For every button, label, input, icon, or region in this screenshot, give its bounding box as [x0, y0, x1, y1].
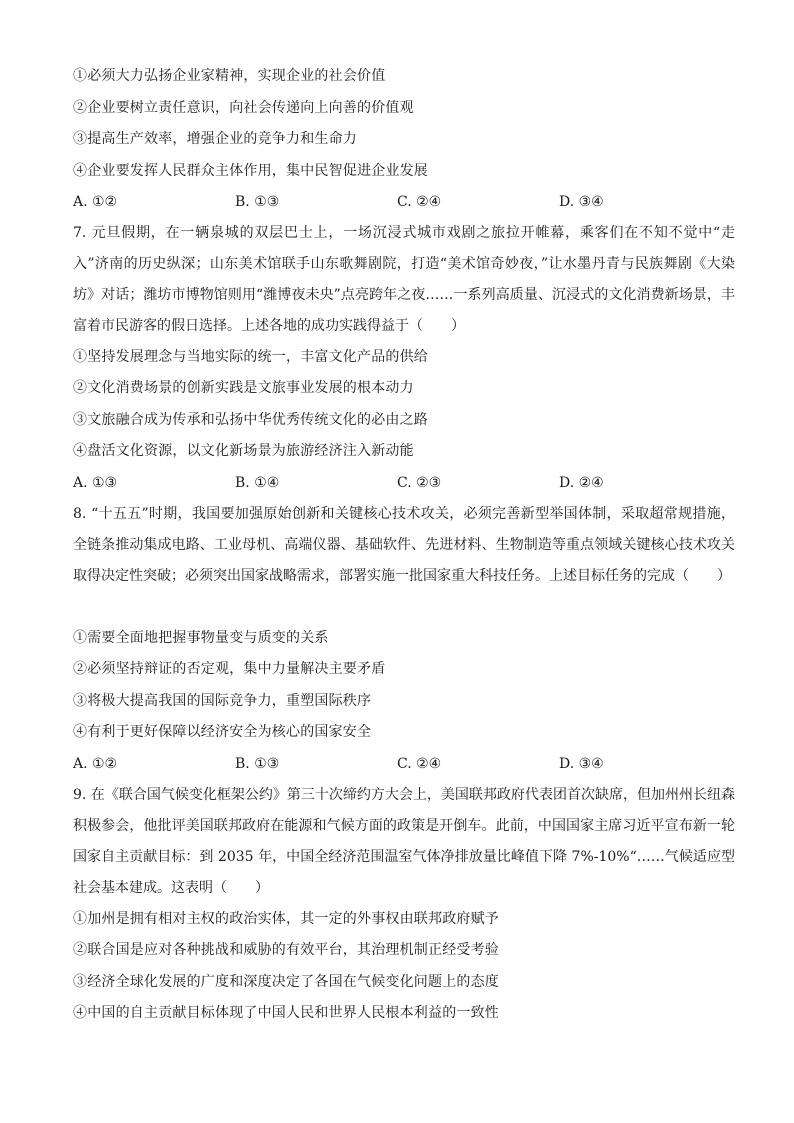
q6-item-3: ③提高生产效率，增强企业的竞争力和生命力	[73, 131, 357, 147]
q6-options	[73, 192, 733, 212]
q6-option-a[interactable]: A. ①②	[73, 194, 118, 210]
q8-option-a[interactable]: A. ①②	[73, 756, 118, 772]
q8-item-1: ①需要全面地把握事物量变与质变的关系	[73, 630, 329, 646]
q7-item-3: ③文旅融合成为传承和弘扬中华优秀传统文化的必由之路	[73, 412, 428, 428]
q7-option-b[interactable]: B. ①④	[235, 475, 280, 491]
q6-option-d[interactable]: D. ③④	[559, 194, 604, 210]
q8-item-2: ②必须坚持辩证的否定观，集中力量解决主要矛盾	[73, 661, 386, 677]
q9-item-2: ②联合国是应对各种挑战和威胁的有效平台，其治理机制正经受考验	[73, 942, 499, 958]
q8-item-3: ③将极大提高我国的国际竞争力，重塑国际秩序	[73, 693, 372, 709]
q6-item-4: ④企业要发挥人民群众主体作用，集中民智促进企业发展	[73, 163, 428, 179]
q7-item-2: ②文化消费场景的创新实践是文旅事业发展的根本动力	[73, 380, 414, 396]
q7-options	[73, 473, 733, 493]
q9-item-1: ①加州是拥有相对主权的政治实体，其一定的外事权由联邦政府赋予	[73, 911, 499, 927]
q6-item-1: ①必须大力弘扬企业家精神，实现企业的社会价值	[73, 68, 386, 84]
q6-option-c[interactable]: C. ②④	[397, 194, 442, 210]
q7-option-c[interactable]: C. ②③	[397, 475, 442, 491]
q7-item-1: ①坚持发展理念与当地实际的统一，丰富文化产品的供给	[73, 349, 428, 365]
q8-option-c[interactable]: C. ②④	[397, 756, 442, 772]
q8-item-4: ④有利于更好保障以经济安全为核心的国家安全	[73, 724, 372, 740]
q9-stem: 9. 在《联合国气候变化框架公约》第三十次缔约方大会上，美国联邦政府代表团首次缺席，但加州州长纽森积极参会，他批评美国联邦政府在能源和气候方面的政策是开倒车。此前，中国国家主席习近平宣布新一轮国家自主贡献目标：到 2035 年，中国全经济范围温室气体净排放量比峰值下降 7%-10%“……气候适应型社会基本建成。这表明（ ）	[73, 787, 735, 896]
q6-option-b[interactable]: B. ①③	[235, 194, 280, 210]
q6-item-2: ②企业要树立责任意识，向社会传递向上向善的价值观	[73, 100, 414, 116]
q9-item-4: ④中国的自主贡献目标体现了中国人民和世界人民根本利益的一致性	[73, 1005, 499, 1021]
q8-option-b[interactable]: B. ①③	[235, 756, 280, 772]
q7-item-4: ④盘活文化资源，以文化新场景为旅游经济注入新动能	[73, 443, 414, 459]
q7-option-d[interactable]: D. ②④	[559, 475, 604, 491]
q8-stem: 8. “十五五”时期，我国要加强原始创新和关键核心技术攻关，必须完善新型举国体制，采取超常规措施，全链条推动集成电路、工业母机、高端仪器、基础软件、先进材料、生物制造等重点领域关键核心技术攻关取得决定性突破；必须突出国家战略需求，部署实施一批国家重大科技任务。上述目标任务的完成（ ）	[73, 506, 735, 584]
q8-option-d[interactable]: D. ③④	[559, 756, 604, 772]
q9-item-3: ③经济全球化发展的广度和深度决定了各国在气候变化问题上的态度	[73, 974, 499, 990]
q7-option-a[interactable]: A. ①③	[73, 475, 118, 491]
q8-options	[73, 754, 733, 774]
q7-stem: 7. 元旦假期，在一辆泉城的双层巴士上，一场沉浸式城市戏剧之旅拉开帷幕，乘客们在不知不觉中“走入”济南的历史纵深；山东美术馆联手山东歌舞剧院，打造“美术馆奇妙夜，”让水墨丹青与民族舞剧《大染坊》对话；潍坊市博物馆则用“潍博夜未央”点亮跨年之夜……一系列高质量、沉浸式的文化消费新场景，丰富着市民游客的假日选择。上述各地的成功实践得益于（ ）	[73, 225, 735, 334]
